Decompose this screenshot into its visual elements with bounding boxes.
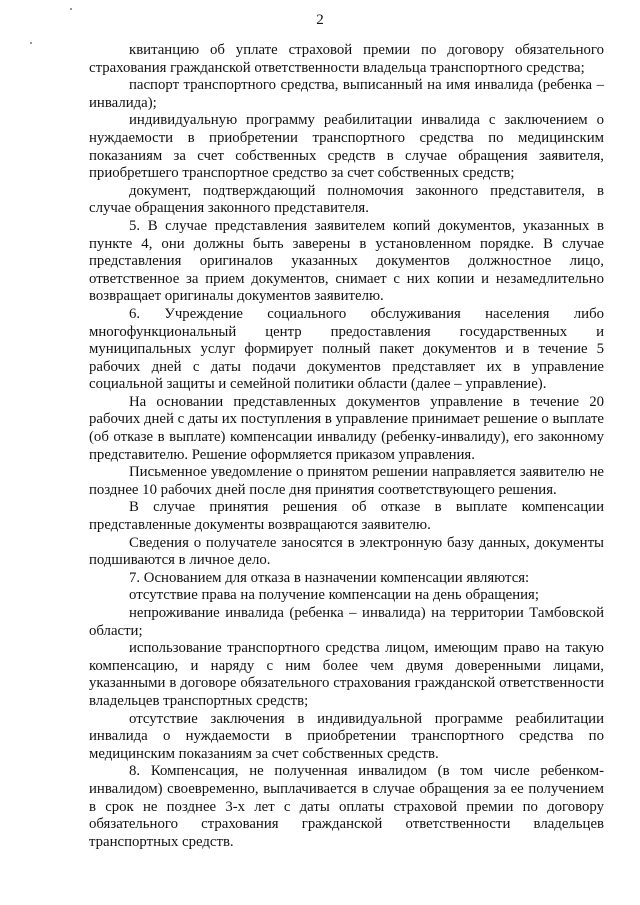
scan-speck (30, 42, 32, 44)
document-body (89, 42, 604, 851)
paragraph: На основании представленных документов управление в течение 20 рабочих дней с даты их поступления в управление принимает решение о выплате (об отказе в выплате) компенсации инвалиду (ребенку-инвалиду), его законному представителю. Решение оформляется приказом управления. (89, 393, 604, 463)
paragraph: квитанцию об уплате страховой премии по договору обязательного страхования гражданской ответственности владельца транспортного средства; (89, 42, 604, 76)
paragraph: отсутствие права на получение компенсации на день обращения; (129, 587, 539, 604)
scan-speck (70, 8, 72, 10)
page-number: 2 (316, 12, 324, 28)
paragraph: Сведения о получателе заносятся в электронную базу данных, документы подшиваются в личное дело. (89, 534, 604, 569)
paragraph: отсутствие заключения в индивидуальной программе реабилитации инвалида о нуждаемости в приобретении транспортного средства по медицинским показаниям за счет собственных средств. (89, 710, 604, 762)
paragraph: 6. Учреждение социального обслуживания населения либо многофункциональный центр предоставления государственных и муниципальных услуг формирует полный пакет документов и в течение 5 рабочих дней с даты подачи документов представляет их в управление социальной защиты и семейной политики области (далее – управление). (89, 305, 604, 393)
paragraph: 8. Компенсация, не полученная инвалидом (в том числе ребенком-инвалидом) своевременно, выплачивается в случае обращения за ее получением в срок не позднее 3-х лет с даты оплаты страховой премии по договору обязательного страхования гражданской ответственности владельцев транспортных средств. (89, 763, 604, 850)
paragraph: использование транспортного средства лицом, имеющим право на такую компенсацию, и наряду с ним более чем двумя доверенными лицами, указанными в договоре обязательного страхования гражданской ответственности владельцев транспортных средств; (89, 640, 604, 709)
paragraph: документ, подтверждающий полномочия законного представителя, в случае обращения законного представителя. (89, 182, 604, 217)
paragraph: Письменное уведомление о принятом решении направляется заявителю не позднее 10 рабочих дней после дня принятия соответствующего решения. (89, 464, 604, 498)
paragraph: 5. В случае представления заявителем копий документов, указанных в пункте 4, они должны быть заверены в установленном порядке. В случае представления оригиналов указанных документов должностное лицо, ответственное за прием документов, снимает с них копии и незамедлительно возвращает оригиналы документов заявителю. (89, 217, 604, 305)
paragraph: индивидуальную программу реабилитации инвалида с заключением о нуждаемости в приобретении транспортного средства по медицинским показаниям за счет собственных средств в случае обращения заявителя, приобретшего транспортное средство за счет собственных средств; (89, 112, 604, 182)
paragraph: В случае принятия решения об отказе в выплате компенсации представленные документы возвращаются заявителю. (89, 499, 604, 534)
paragraph: 7. Основанием для отказа в назначении компенсации являются: (129, 569, 530, 586)
paragraph: непроживание инвалида (ребенка – инвалида) на территории Тамбовской области; (89, 605, 604, 639)
paragraph: паспорт транспортного средства, выписанный на имя инвалида (ребенка – инвалида); (89, 77, 604, 111)
